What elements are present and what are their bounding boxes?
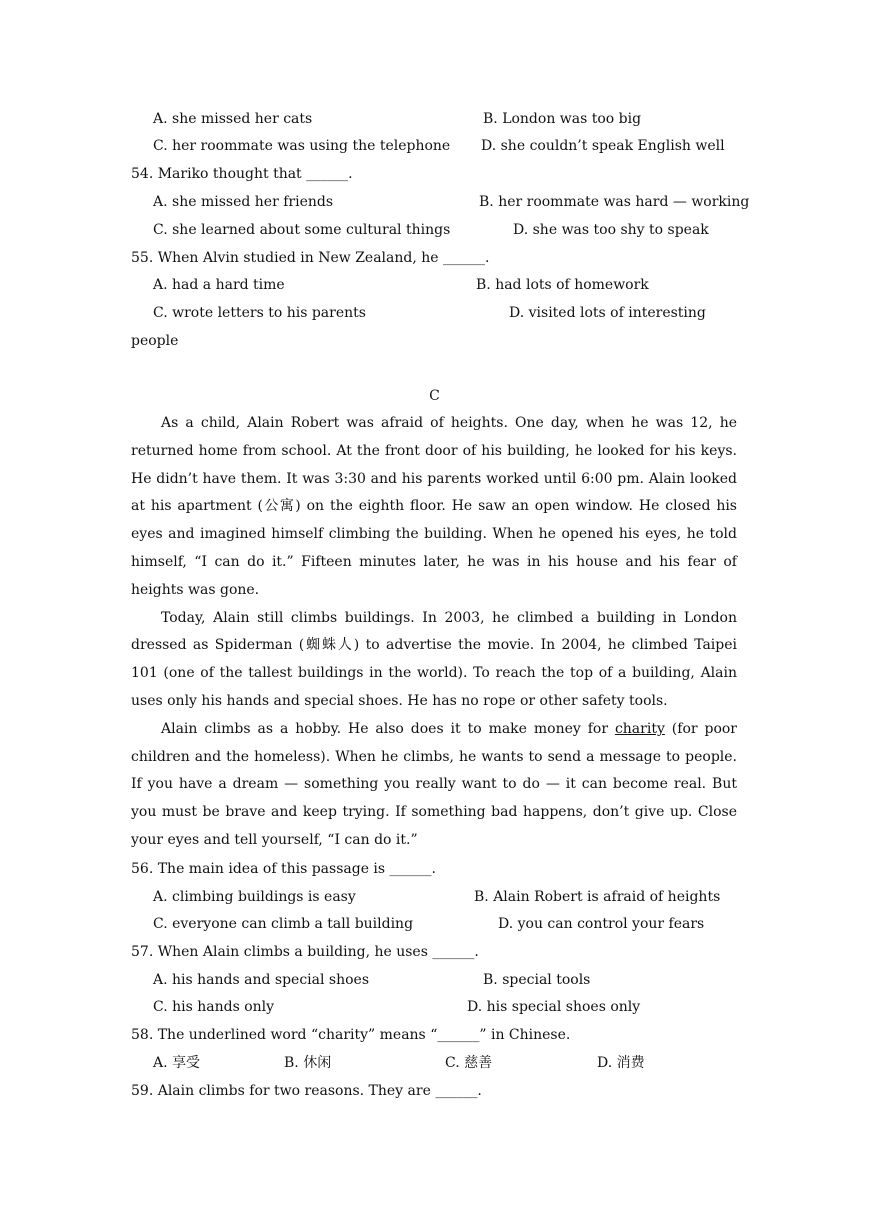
q54-option-c: C. she learned about some cultural things [153,222,451,238]
passage-paragraph-1: As a child, Alain Robert was afraid of heights. One day, when he was 12, he returned home from school. At the front door of his building, he looked for his keys. He didn’t have them. It was 3:30 and his parents worked until 6:00 pm. Alain looked at his apartment (公寓) on the eighth floor. He saw an open window. He closed his eyes and imagined himself climbing the building. When he opened his eyes, he told himself, “I can do it.” Fifteen minutes later, he was in his house and his fear of heights was gone. [131,415,737,598]
paragraph-3-text-before: Alain climbs as a hobby. He also does it to make money for [161,720,615,737]
q58-option-a: A. 享受 [153,1055,201,1071]
q55-option-a: A. had a hard time [153,277,285,293]
reading-passage [131,410,737,855]
q57-option-d: D. his special shoes only [467,999,641,1015]
q53-option-c: C. her roommate was using the telephone [153,138,451,154]
underlined-word-charity: charity [614,720,665,737]
q56-option-d: D. you can control your fears [498,916,705,932]
q57-option-b: B. special tools [483,972,591,988]
passage-paragraph-3 [131,716,737,855]
q54-option-a: A. she missed her friends [153,194,334,210]
q59-stem: 59. Alain climbs for two reasons. They are ______. [131,1083,482,1099]
q56-stem: 56. The main idea of this passage is ______. [131,861,436,877]
q57-stem: 57. When Alain climbs a building, he uses ______. [131,944,479,960]
q55-option-d: D. visited lots of interesting [509,305,706,321]
passage-paragraph-2: Today, Alain still climbs buildings. In 2003, he climbed a building in London dressed as Spiderman (蜘蛛人) to advertise the movie. In 2004, he climbed Taipei 101 (one of the tallest buildings in the world). To reach the top of a building, Alain uses only his hands and special shoes. He has no rope or other safety tools. [131,609,737,709]
q54-option-d: D. she was too shy to speak [513,222,709,238]
q58-stem: 58. The underlined word “charity” means “______” in Chinese. [131,1027,571,1043]
q53-option-b: B. London was too big [483,111,642,127]
q55-option-b: B. had lots of homework [476,277,649,293]
q53-option-a: A. she missed her cats [153,111,313,127]
q55-stem: 55. When Alvin studied in New Zealand, he ______. [131,250,490,266]
q56-option-b: B. Alain Robert is afraid of heights [474,889,721,905]
q58-option-b: B. 休闲 [284,1055,332,1071]
q58-option-d: D. 消费 [597,1055,645,1071]
q58-option-c: C. 慈善 [445,1055,493,1071]
q54-stem: 54. Mariko thought that ______. [131,166,353,182]
q57-option-a: A. his hands and special shoes [153,972,370,988]
q56-option-c: C. everyone can climb a tall building [153,916,414,932]
q54-option-b: B. her roommate was hard — working [479,194,750,210]
q56-option-a: A. climbing buildings is easy [153,889,356,905]
q55-option-d-continued: people [131,333,179,349]
q57-option-c: C. his hands only [153,999,275,1015]
q53-option-d: D. she couldn’t speak English well [481,138,725,154]
section-heading: C [429,388,440,404]
q55-option-c: C. wrote letters to his parents [153,305,366,321]
paragraph-3-text-after: (for poor children and the homeless). When he climbs, he wants to send a message to people. If you have a dream — something you really want to do — it can become real. But you must be brave and keep trying. If something bad happens, don’t give up. Close your eyes and tell yourself, “I can do it.” [131,720,737,848]
